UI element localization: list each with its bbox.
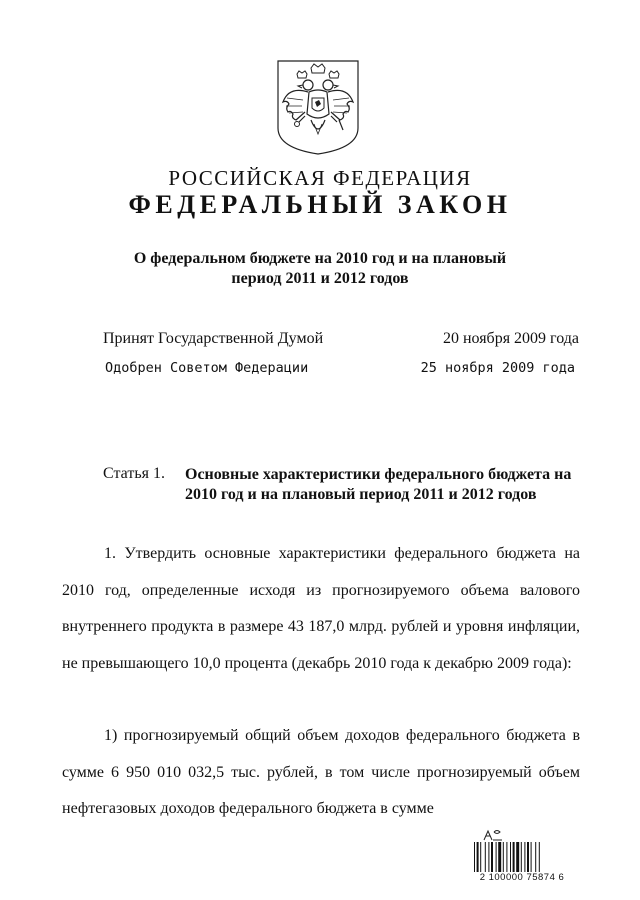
barcode [470,828,574,884]
document-type-title: ФЕДЕРАЛЬНЫЙ ЗАКОН [128,190,512,219]
country-heading: РОССИЙСКАЯ ФЕДЕРАЦИЯ [168,166,472,190]
law-subject-line-1: О федеральном бюджете на 2010 год и на плановый [133,250,507,267]
duma-adoption-row [103,330,579,348]
barcode-number: 2 100000 75874 6 [479,872,565,883]
paragraph-1: 1. Утвердить основные характеристики федерального бюджета на 2010 год, определенные исходя из прогнозируемого объема валового внутреннего продукта в размере 43 187,0 млрд. рублей и уровня инфляции, не превышающего 10,0 процента (декабрь 2010 года к декабрю 2009 года): [62,545,580,672]
paragraph-2: 1) прогнозируемый общий объем доходов федерального бюджета в сумме 6 950 010 032,5 тыс. рублей, в том числе прогнозируемый объем нефтегазовых доходов федерального бюджета в сумме [62,727,580,817]
duma-adoption-date: 20 ноября 2009 года [442,330,579,347]
barcode-bars [474,842,566,872]
coat-of-arms-emblem [275,58,361,156]
council-approval-label: Одобрен Советом Федерации [105,360,309,376]
council-approval-date: 25 ноября 2009 года [420,360,575,376]
stamp-mark-icon [478,828,504,842]
article-title: Основные характеристики федерального бюджета на 2010 год и на плановый период 2011 и 2012 годов [185,466,572,503]
law-subject [0,249,640,289]
law-subject-line-2: период 2011 и 2012 годов [231,270,409,287]
council-approval-row [105,360,575,376]
article-number: Статья 1. [103,465,165,482]
duma-adoption-label: Принят Государственной Думой [103,330,324,347]
